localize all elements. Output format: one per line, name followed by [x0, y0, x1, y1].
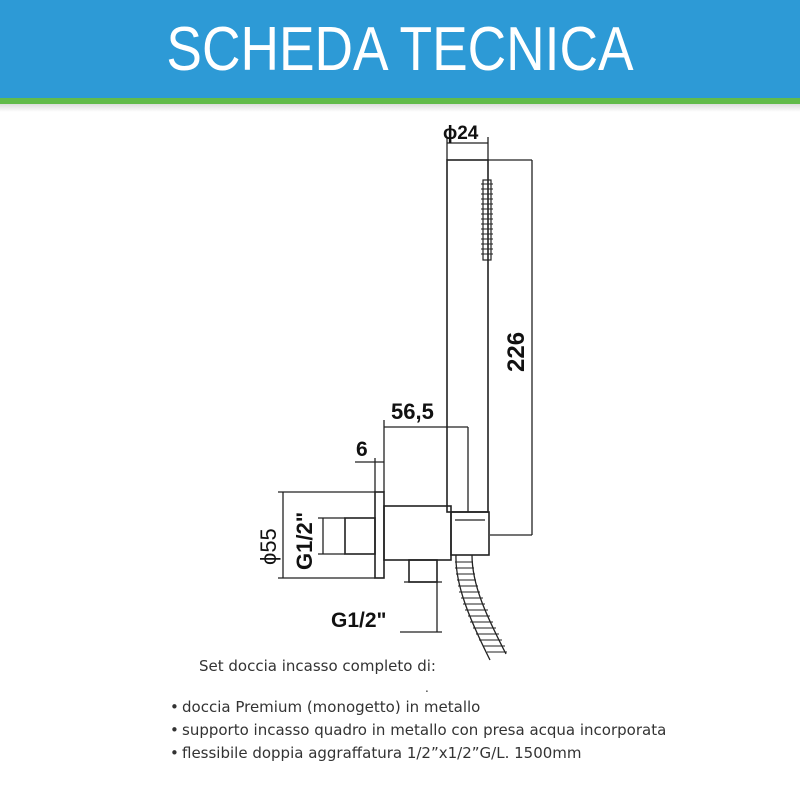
list-item — [170, 742, 666, 765]
label-inlet-thread: G1/2" — [292, 511, 317, 570]
stray-dot: . — [425, 681, 429, 695]
label-projection: 56,5 — [391, 399, 434, 424]
page-title: SCHEDA TECNICA — [166, 15, 634, 84]
handle-connector — [451, 512, 489, 555]
list-item-text: doccia Premium (monogetto) in metallo — [182, 698, 481, 716]
wall-plate — [375, 492, 384, 578]
description-intro: Set doccia incasso completo di: — [199, 657, 436, 675]
list-item-text: supporto incasso quadro in metallo con presa acqua incorporata — [182, 721, 667, 739]
list-item — [170, 719, 666, 742]
bullet-icon: • — [170, 698, 179, 716]
bullet-icon: • — [170, 721, 179, 739]
label-outlet-thread: G1/2" — [331, 609, 387, 632]
list-item-text: flessibile doppia aggraffatura 1/2”x1/2”G/L. 1500mm — [182, 744, 582, 762]
label-diameter-handle: ϕ24 — [443, 123, 479, 144]
feature-list — [170, 696, 666, 765]
wall-bracket — [384, 506, 451, 560]
list-item — [170, 696, 666, 719]
label-plate-thickness: 6 — [356, 438, 368, 461]
outlet-elbow — [409, 560, 437, 582]
label-plate-diameter: ϕ55 — [256, 528, 281, 565]
spray-nozzle — [483, 180, 491, 260]
bullet-icon: • — [170, 744, 179, 762]
inlet-stub — [345, 518, 375, 554]
flexible-hose — [456, 555, 506, 660]
label-height-handle: 226 — [503, 331, 530, 372]
